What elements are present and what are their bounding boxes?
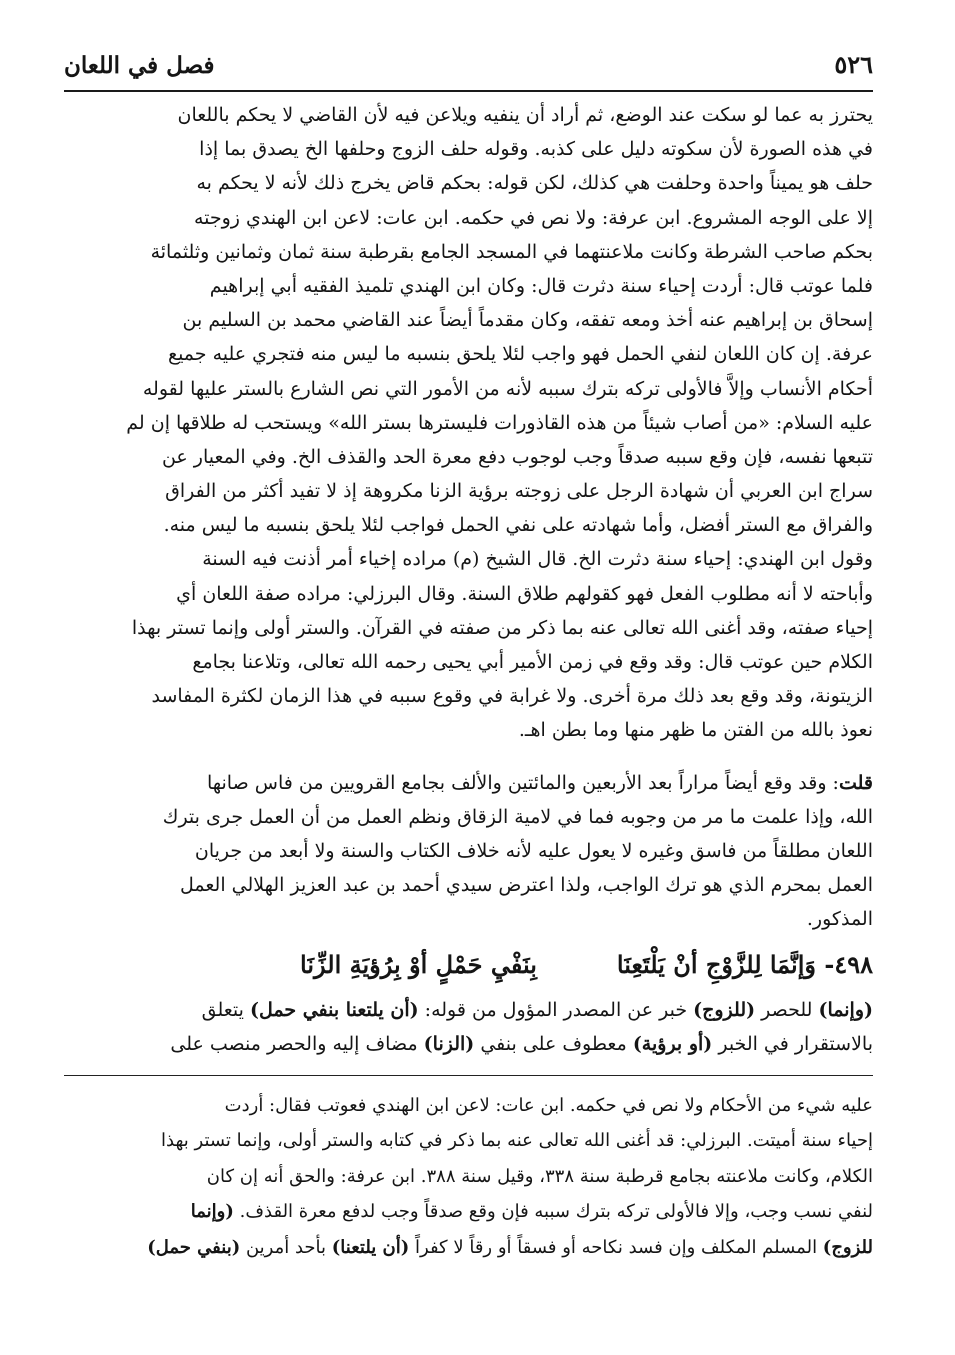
commentary-line: (وإنما) للحصر (للزوج) خبر عن المصدر المؤول من قوله: (أن يلتعنا بنفي حمل) يتعلق bbox=[201, 998, 873, 1021]
qult-line: الله، وإذا علمت ما مر من وجوبه فما في لامية الزقاق ونظم العمل من أن العمل جرى بترك bbox=[162, 805, 873, 828]
paragraph-gap bbox=[64, 748, 873, 766]
footnote-line: الكلام، وكانت ملاعنته بجامع قرطبة سنة ٣٣٨، وقيل سنة ٣٨٨. ابن عرفة: والحق أنه إن كان bbox=[206, 1165, 873, 1187]
text-line: في هذه الصورة لأن سكوته دليل على كذبه. وقوله حلف الزوج وحلفها الخ يصدق بما إذا bbox=[199, 138, 873, 161]
verse-line: ٤٩٨- وَإنَّمَا لِلزَّوْجِ أنْ يَلْتَعِنَابِنَفْيِ حَمْلٍ أوْ بِرُؤيَةِ الزِّنَا bbox=[300, 949, 873, 979]
text-line: الزيتونة، وقد وقع بعد ذلك مرة أخرى. ولا غرابة في وقوع سببه في هذا الزمان لكثرة المفاسد bbox=[151, 685, 873, 708]
page-header bbox=[64, 50, 873, 92]
text-line: الكلام حين عوتب قال: وقد وقع في زمن الأمير أبي يحيى رحمه الله تعالى، وتلاعنا بجامع bbox=[192, 651, 873, 673]
running-title: فصل في اللعان bbox=[64, 52, 215, 79]
text-line: إلا على الوجه المشروع. ابن عرفة: ولا نص في حكمه. ابن عات: لاعن ابن الهندي زوجته bbox=[193, 206, 873, 229]
text-line: أحكام الأنساب وإلاَّ فالأولى تركه بترك سببه لأنه من الأمور التي نص الشارع بالستر عليها لقوله bbox=[142, 377, 873, 400]
page-number: ٥٢٦ bbox=[834, 50, 873, 79]
footnote-line: للزوج) المسلم المكلف وإن فسد نكاحه أو فسقاً أو رقاً لا كفراً (أن يلتعنا) بأحد أمرين (بنفي حمل) bbox=[147, 1236, 873, 1258]
text-line: وأباحته لا أنه مطلوب الفعل فهو كقولهم طلاق السنة. وقال البرزلي: مراده صفة اللعان أي bbox=[176, 582, 873, 605]
text-line: يحترز به عما لو سكت عند الوضع، ثم أراد أن ينفيه ويلاعن فيه لأن القاضي لا يحكم باللعان bbox=[177, 104, 873, 126]
verse-second-half: بِنَفْيِ حَمْلٍ أوْ بِرُؤيَةِ الزِّنَا bbox=[300, 949, 537, 979]
qult-line: اللعان مطلقاً من فاسق وغيره لا يعول عليه لأنه خلاف الكتاب والسنة ولا أبعد من جريان bbox=[194, 839, 873, 862]
text-line: إسحاق بن إبراهيم عنه أخذ ومعه تفقه، وكان مقدماً أيضاً عند القاضي محمد بن السليم بن bbox=[182, 309, 873, 332]
qult-line: المذكور. bbox=[806, 908, 873, 931]
text-line: فلما عوتب قال: أردت إحياء سنة دثرت قال: وكان ابن الهندي تلميذ الفقيه أبي إبراهيم bbox=[209, 274, 873, 297]
text-line: عليه السلام: «من أصاب شيئاً من هذه القاذورات فليسترها بستر الله» ويستحب له طلاقها إن لم bbox=[126, 411, 873, 434]
text-line: عرفة. إن كان اللعان لنفي الحمل فهو واجب لئلا يلحق بنسبه ما ليس منه فتجري عليه جميع bbox=[167, 343, 873, 366]
commentary-line: بالاستقرار في الخبر (أو برؤية) معطوف على بنفي (الزنا) مضاف إليه والحصر منصب على bbox=[170, 1032, 873, 1055]
footnote-line: إحياء سنة أميتت. البرزلي: قد أغنى الله تعالى عنه بما ذكر في كتابه والستر أولى، وإنما تستر بهذا bbox=[161, 1130, 873, 1152]
qult-line: العمل بمحرم الذي هو ترك الواجب، ولذا اعترض سيدي أحمد بن عبد العزيز الهلالي العمل bbox=[180, 874, 873, 897]
main-text bbox=[64, 98, 873, 1265]
text-line: وقول ابن الهندي: إحياء سنة دثرت الخ. قال الشيخ (م) مراده إخياء أمر أذنت فيه السنة bbox=[202, 548, 873, 571]
qult-label: قلت bbox=[838, 771, 873, 794]
verse-number: ٤٩٨ bbox=[834, 949, 873, 979]
qult-line bbox=[64, 766, 873, 800]
text-line: تتبعها نفسه، فإن وقع سببه صدقاً وجب لوجوب دفع معرة الحد والقذف الخ. وفي المعيار عن bbox=[161, 445, 873, 468]
text-line: حلف هو يميناً واحدة وحلفت هي كذلك، لكن قوله: بحكم قاض يخرج ذلك لأنه لا يحكم به bbox=[196, 172, 873, 195]
footnote-line: لنفي نسب وجب، وإلا فالأولى تركه بترك سببه فإن وقع صدقاً وجب لدفع معرة القذف. (وإنما bbox=[190, 1201, 873, 1223]
footnote-line: عليه شيء من الأحكام ولا نص في حكمه. ابن عات: لاعن ابن الهندي فعوتب فقال: أردت bbox=[224, 1094, 873, 1116]
text-line: والفراق مع الستر أفضل، وأما شهادته على نفي الحمل فواجب لئلا يلحق بنسبه ما ليس منه. bbox=[163, 514, 873, 537]
qult-text: : وقد وقع أيضاً مراراً بعد الأربعين والمائتين والألف بجامع القرويين من فاس صانها bbox=[206, 771, 839, 794]
footnote-divider bbox=[64, 1075, 873, 1076]
text-line: إحياء صفته، وقد أغنى الله تعالى عنه بما ذكر من صفته في القرآن. والستر أولى وإنما تستر بهذا bbox=[131, 616, 873, 639]
text-line: بحكم صاحب الشرطة وكانت ملاعنتهما في المسجد الجامع بقرطبة سنة ثمان وثمانين وثلثمائة bbox=[150, 240, 873, 263]
footnote bbox=[64, 1088, 873, 1266]
verse-first-half: وَإنَّمَا لِلزَّوْجِ أنْ يَلْتَعِنَا bbox=[616, 949, 816, 979]
text-line: نعوذ بالله من الفتن ما ظهر منها وما بطن اهـ. bbox=[518, 719, 873, 742]
text-line: سراج ابن العربي أن شهادة الرجل على زوجته برؤية الزنا مكروهة إذ لا تفيد أكثر من الفراق bbox=[165, 480, 873, 503]
